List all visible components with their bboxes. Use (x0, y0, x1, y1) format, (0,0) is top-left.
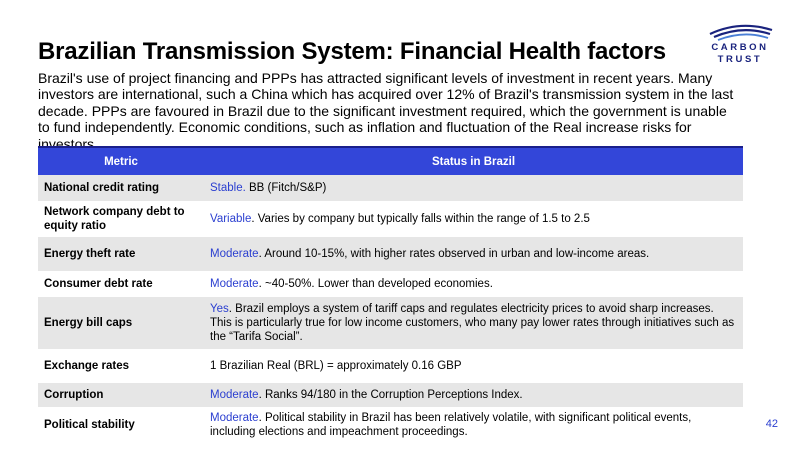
status-detail: . Varies by company but typically falls within the range of 1.5 to 2.5 (251, 213, 590, 225)
status-rating: Moderate (210, 412, 259, 424)
status-detail: . Brazil employs a system of tariff caps and regulates electricity prices to avoid sharp increases. This is particularly true for low income customers, who many pay lower rates through initiatives such as the “Tarifa Social”. (210, 303, 735, 343)
carbon-trust-logo (700, 22, 780, 72)
header-metric: Metric (104, 155, 138, 168)
status-rating: Moderate (210, 278, 259, 290)
status-detail: . Ranks 94/180 in the Corruption Perceptions Index. (258, 389, 523, 401)
table-row (38, 201, 743, 237)
row-metric: Political stability (44, 419, 135, 431)
table-row (38, 175, 743, 201)
row-status (204, 383, 743, 407)
page-title: Brazilian Transmission System: Financial Health factors (38, 38, 666, 65)
row-status (204, 297, 743, 349)
status-detail: . Around 10-15%, with higher rates observed in urban and low-income areas. (258, 248, 650, 260)
table-row (38, 407, 743, 443)
row-status (204, 407, 743, 443)
status-detail: 1 Brazilian Real (BRL) = approximately 0.16 GBP (210, 360, 462, 372)
status-detail: . ~40-50%. Lower than developed economies. (258, 278, 493, 290)
row-metric: Exchange rates (44, 360, 130, 372)
row-metric: Consumer debt rate (44, 278, 153, 290)
row-metric: Corruption (44, 389, 104, 401)
page-number: 42 (765, 418, 778, 430)
table-row (38, 383, 743, 407)
row-status (204, 175, 743, 201)
row-status (204, 201, 743, 237)
row-status (204, 271, 743, 297)
status-detail: . Political stability in Brazil has been relatively volatile, with significant political events, including elections and impeachment proceedings. (210, 412, 692, 438)
status-rating: Stable. (210, 182, 246, 194)
row-metric: Network company debt to equity ratio (44, 206, 185, 232)
row-status (204, 237, 743, 271)
table-row (38, 349, 743, 383)
header-status: Status in Brazil (431, 155, 516, 168)
table-row (38, 237, 743, 271)
status-rating: Yes (210, 303, 229, 315)
table-row (38, 297, 743, 349)
table-header-row (38, 147, 743, 175)
logo-line2: TRUST (717, 54, 763, 65)
status-rating: Variable (210, 213, 252, 225)
logo-line1: CARBON (711, 42, 769, 53)
intro-paragraph: Brazil's use of project financing and PPPs has attracted significant levels of investment in recent years. Many investors are international, such a China which has acquired over 12% of Brazil's transmission system in the last decade. PPPs are favoured in Brazil due to the significant investment required, which the government is unable to fund independently. Economic conditions, such as inflation and fluctuation of the Real increase risks for investors. (38, 70, 734, 152)
row-status (204, 349, 743, 383)
row-metric: Energy bill caps (44, 317, 133, 329)
status-detail: BB (Fitch/S&P) (245, 182, 327, 194)
row-metric: National credit rating (44, 182, 160, 194)
metrics-table (38, 146, 743, 443)
logo-swoosh-icon (700, 22, 780, 42)
table-row (38, 271, 743, 297)
status-rating: Moderate (210, 248, 259, 260)
row-metric: Energy theft rate (44, 248, 136, 260)
status-rating: Moderate (210, 389, 259, 401)
